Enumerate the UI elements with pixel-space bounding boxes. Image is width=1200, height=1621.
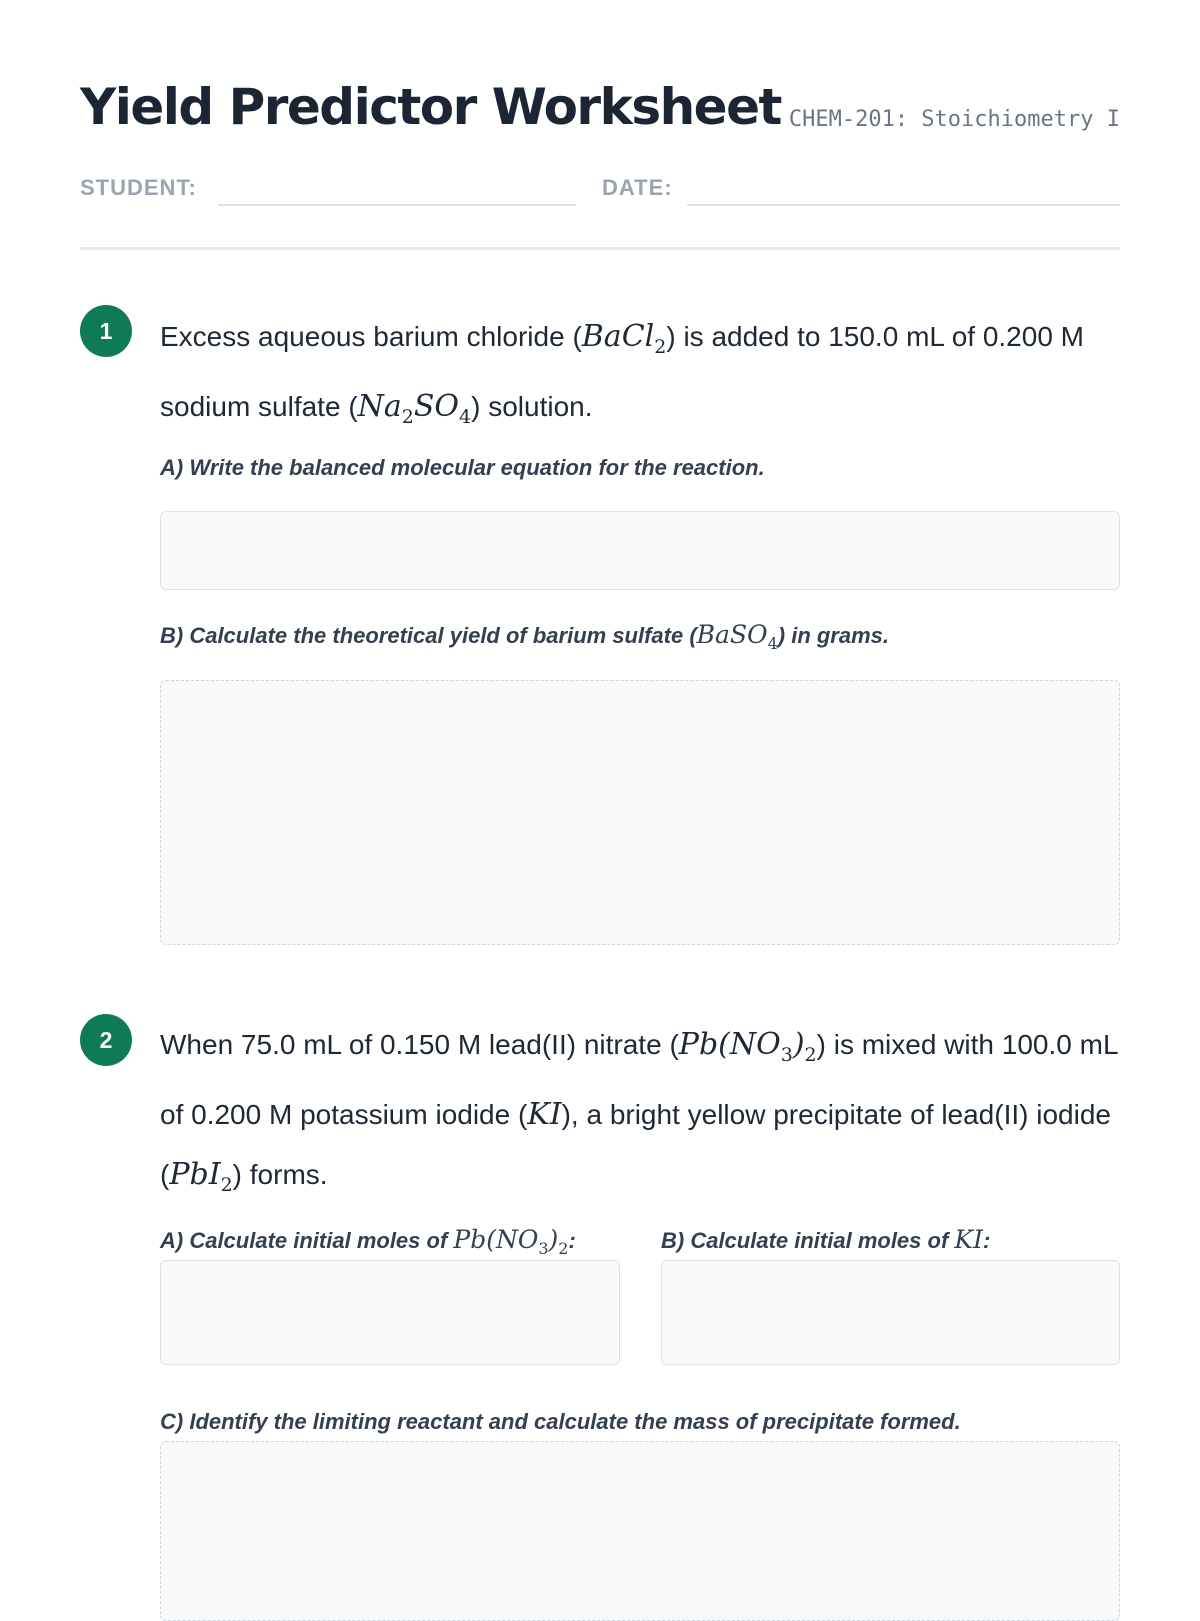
formula-ki: KI xyxy=(527,1097,562,1132)
header xyxy=(80,78,1120,138)
formula-baso4: BaSO$_4$ xyxy=(696,620,778,653)
header-divider xyxy=(80,247,1120,250)
formula-pbno32: $Pb(NO_3)_2$ xyxy=(678,1027,817,1066)
question-2a-answer-box[interactable] xyxy=(160,1260,620,1365)
formula-na2so4: $Na_2SO_4$ xyxy=(357,389,472,428)
question-2b-answer-box[interactable] xyxy=(661,1260,1120,1365)
page-title: Yield Predictor Worksheet xyxy=(80,78,781,136)
date-label: DATE: xyxy=(602,175,673,200)
course-code: CHEM-201: Stoichiometry I xyxy=(788,107,1120,132)
student-info-row xyxy=(80,170,1120,210)
formula-bacl2: BaCl$_2$ xyxy=(581,319,667,358)
question-1a-answer-box[interactable] xyxy=(160,511,1120,590)
question-1a-label: A) Write the balanced molecular equation for the reaction. xyxy=(160,455,765,480)
question-2-number: 2 xyxy=(80,1014,132,1066)
question-2c-answer-box[interactable] xyxy=(160,1441,1120,1621)
question-1-number: 1 xyxy=(80,305,132,357)
date-field[interactable] xyxy=(687,204,1120,206)
student-label: STUDENT: xyxy=(80,175,197,200)
question-2b-label: B) Calculate initial moles of KI: xyxy=(661,1225,991,1254)
question-2c-label: C) Identify the limiting reactant and calculate the mass of precipitate formed. xyxy=(160,1409,961,1434)
question-2-text: When 75.0 mL of 0.150 M lead(II) nitrate $(Pb(NO_3)_2)$ is mixed with 100.0 mL of 0.200 M potassium iodide (KI), a bright yellow precipitate of lead(II) iodide (PbI$_2$) forms. xyxy=(160,1027,1118,1196)
student-field[interactable] xyxy=(218,204,576,206)
question-2a-label: A) Calculate initial moles of $Pb(NO_3)_2$: xyxy=(160,1225,576,1258)
question-1-text: Excess aqueous barium chloride (BaCl$_2$) is added to 150.0 mL of 0.200 M sodium sulfate $(Na_2SO_4)$ solution. xyxy=(160,319,1085,428)
formula-pbi2: PbI$_2$ xyxy=(169,1157,233,1196)
question-1b-label: B) Calculate the theoretical yield of barium sulfate (BaSO$_4$) in grams. xyxy=(160,620,890,653)
question-1b-answer-box[interactable] xyxy=(160,680,1120,945)
